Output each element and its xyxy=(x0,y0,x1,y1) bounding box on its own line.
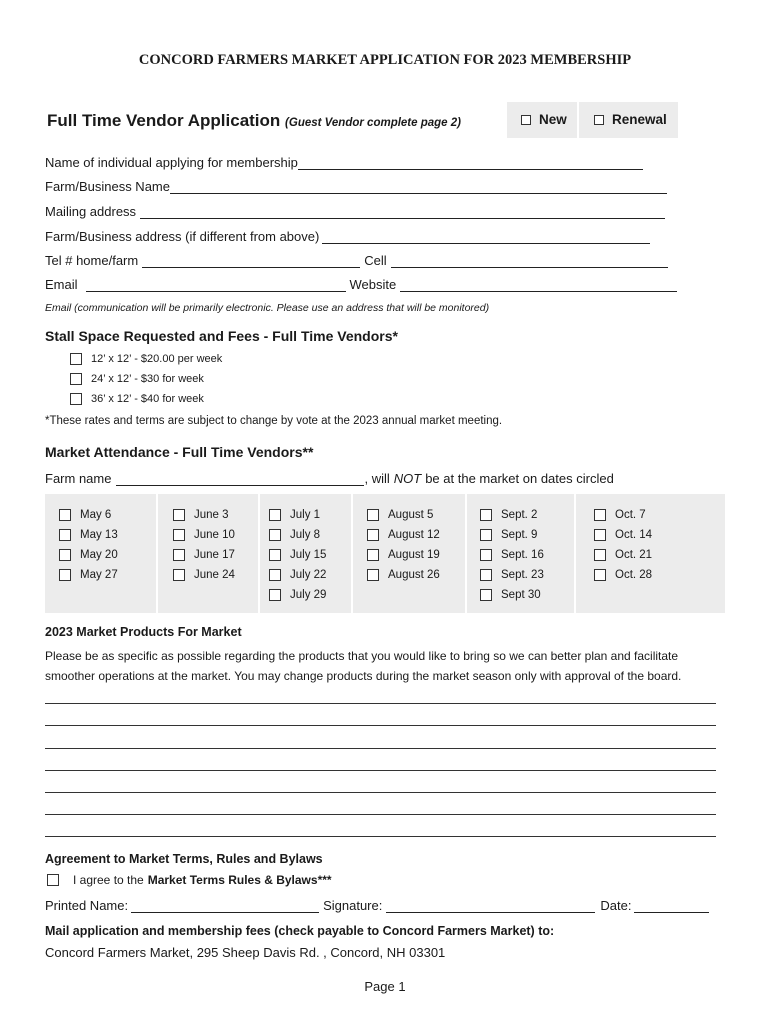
date-checkbox[interactable] xyxy=(594,529,606,541)
date-option[interactable] xyxy=(594,509,646,521)
date-option[interactable] xyxy=(594,549,652,561)
divider xyxy=(577,102,579,138)
date-label: July 1 xyxy=(290,509,321,521)
signature-field[interactable] xyxy=(386,899,595,913)
stall-label: 24’ x 12’ - $30 for week xyxy=(91,373,204,385)
date-label: June 17 xyxy=(194,549,235,561)
agree-option[interactable] xyxy=(47,873,332,887)
agree-prefix: I agree to the xyxy=(73,873,144,887)
date-option[interactable] xyxy=(594,569,652,581)
date-option[interactable] xyxy=(480,569,544,581)
date-option[interactable] xyxy=(480,589,541,601)
cell-field[interactable] xyxy=(391,254,668,268)
farm-business-label: Farm/Business Name xyxy=(45,179,170,194)
september-column xyxy=(467,494,574,613)
date-option[interactable] xyxy=(269,589,326,601)
after-label: be at the market on dates circled xyxy=(425,471,614,486)
products-line[interactable] xyxy=(45,770,716,771)
date-label: May 6 xyxy=(80,509,112,521)
stall-option-12[interactable] xyxy=(70,353,222,365)
farm-address-row xyxy=(45,229,650,244)
date-label: May 27 xyxy=(80,569,118,581)
date-checkbox[interactable] xyxy=(173,529,185,541)
date-option[interactable] xyxy=(480,549,544,561)
stall-heading: Stall Space Requested and Fees - Full Time Vendors* xyxy=(45,328,398,344)
stall-option-24[interactable] xyxy=(70,373,204,385)
application-heading-text: Full Time Vendor Application xyxy=(47,111,281,130)
date-field[interactable] xyxy=(634,899,709,913)
new-renewal-box xyxy=(507,102,678,138)
date-checkbox[interactable] xyxy=(367,509,379,521)
date-checkbox[interactable] xyxy=(480,529,492,541)
date-label: May 13 xyxy=(80,529,118,541)
date-option[interactable] xyxy=(367,549,440,561)
signature-row xyxy=(45,898,709,913)
products-line[interactable] xyxy=(45,748,716,749)
products-line[interactable] xyxy=(45,814,716,815)
name-field-row xyxy=(45,155,643,170)
date-label: August 12 xyxy=(388,529,440,541)
date-checkbox[interactable] xyxy=(59,529,71,541)
date-checkbox[interactable] xyxy=(367,529,379,541)
stall-footnote: *These rates and terms are subject to change by vote at the 2023 annual market meeting. xyxy=(45,415,503,427)
products-heading: 2023 Market Products For Market xyxy=(45,625,242,639)
date-option[interactable] xyxy=(367,569,440,581)
date-label: July 15 xyxy=(290,549,327,561)
date-checkbox[interactable] xyxy=(594,569,606,581)
mailing-row xyxy=(45,204,665,219)
tel-label: Tel # home/farm xyxy=(45,253,139,268)
date-label: July 29 xyxy=(290,589,327,601)
date-label: August 19 xyxy=(388,549,440,561)
date-option[interactable] xyxy=(594,529,652,541)
date-checkbox[interactable] xyxy=(269,589,281,601)
products-line[interactable] xyxy=(45,725,716,726)
date-label-sig: Date: xyxy=(600,898,632,913)
phone-row xyxy=(45,253,668,268)
date-option[interactable] xyxy=(59,569,118,581)
date-label: July 22 xyxy=(290,569,327,581)
date-option[interactable] xyxy=(480,509,537,521)
email-label: Email xyxy=(45,277,78,292)
agree-checkbox[interactable] xyxy=(47,874,59,886)
date-checkbox[interactable] xyxy=(480,509,492,521)
date-checkbox[interactable] xyxy=(269,549,281,561)
mailing-label: Mailing address xyxy=(45,204,137,219)
printed-name-label: Printed Name: xyxy=(45,898,129,913)
date-option[interactable] xyxy=(173,569,235,581)
date-checkbox[interactable] xyxy=(59,549,71,561)
date-option[interactable] xyxy=(269,509,320,521)
date-checkbox[interactable] xyxy=(367,569,379,581)
tel-field[interactable] xyxy=(142,254,360,268)
new-checkbox[interactable] xyxy=(521,115,531,125)
application-subheading: (Guest Vendor complete page 2) xyxy=(285,117,461,129)
email-row xyxy=(45,277,677,292)
date-checkbox[interactable] xyxy=(480,549,492,561)
date-label: Sept 30 xyxy=(501,589,541,601)
date-checkbox[interactable] xyxy=(173,549,185,561)
date-label: Sept. 2 xyxy=(501,509,538,521)
date-label: Sept. 23 xyxy=(501,569,544,581)
products-text-line-2: smoother operations at the market. You may change products during the market season only with approval of the board. xyxy=(45,669,682,683)
date-checkbox[interactable] xyxy=(269,569,281,581)
signature-label: Signature: xyxy=(323,898,383,913)
new-option[interactable] xyxy=(521,112,567,127)
not-label: NOT xyxy=(393,471,422,486)
date-label: Oct. 14 xyxy=(615,529,653,541)
date-label: July 8 xyxy=(290,529,321,541)
date-label: August 26 xyxy=(388,569,440,581)
new-label: New xyxy=(539,112,567,127)
date-checkbox[interactable] xyxy=(480,589,492,601)
printed-name-field[interactable] xyxy=(131,899,319,913)
date-checkbox[interactable] xyxy=(480,569,492,581)
date-label: Sept. 16 xyxy=(501,549,544,561)
date-option[interactable] xyxy=(59,529,118,541)
form-title: CONCORD FARMERS MARKET APPLICATION FOR 2023 MEMBERSHIP xyxy=(138,52,632,68)
will-label: , will xyxy=(364,471,390,486)
date-label: May 20 xyxy=(80,549,118,561)
date-checkbox[interactable] xyxy=(173,509,185,521)
application-heading xyxy=(47,111,461,131)
farm-address-label: Farm/Business address (if different from above) xyxy=(45,229,320,244)
date-option[interactable] xyxy=(269,529,320,541)
mail-heading: Mail application and membership fees (check payable to Concord Farmers Market) to: xyxy=(45,924,555,938)
stall-checkbox[interactable] xyxy=(70,393,82,405)
date-checkbox[interactable] xyxy=(59,569,71,581)
mailing-field[interactable] xyxy=(140,205,665,219)
june-column xyxy=(158,494,258,613)
stall-label: 12’ x 12’ - $20.00 per week xyxy=(91,353,223,365)
date-option[interactable] xyxy=(173,529,235,541)
date-option[interactable] xyxy=(480,529,537,541)
date-option[interactable] xyxy=(59,549,118,561)
email-field[interactable] xyxy=(86,278,346,292)
date-label: Oct. 21 xyxy=(615,549,653,561)
mail-address: Concord Farmers Market, 295 Sheep Davis Rd. , Concord, NH 03301 xyxy=(45,945,446,960)
date-option[interactable] xyxy=(173,509,229,521)
date-label: June 3 xyxy=(194,509,229,521)
stall-checkbox[interactable] xyxy=(70,373,82,385)
agreement-heading: Agreement to Market Terms, Rules and Bylaws xyxy=(45,852,323,866)
farm-address-field[interactable] xyxy=(322,230,650,244)
attendance-heading: Market Attendance - Full Time Vendors** xyxy=(45,444,314,460)
stall-label: 36’ x 12’ - $40 for week xyxy=(91,393,204,405)
date-option[interactable] xyxy=(59,509,111,521)
stall-option-36[interactable] xyxy=(70,393,204,405)
stall-checkbox[interactable] xyxy=(70,353,82,365)
date-option[interactable] xyxy=(367,509,433,521)
cell-label: Cell xyxy=(364,253,387,268)
farm-name-field[interactable] xyxy=(116,472,364,486)
date-checkbox[interactable] xyxy=(594,509,606,521)
renewal-label: Renewal xyxy=(612,112,667,127)
date-checkbox[interactable] xyxy=(269,509,281,521)
products-text-line-1: Please be as specific as possible regarding the products that you would like to bring so we can better plan and facilitate xyxy=(45,649,679,663)
farm-name-label: Farm name xyxy=(45,471,112,486)
date-option[interactable] xyxy=(269,549,326,561)
dates-grid xyxy=(45,494,725,613)
name-label: Name of individual applying for membership xyxy=(45,155,298,170)
renewal-checkbox[interactable] xyxy=(594,115,604,125)
date-option[interactable] xyxy=(367,529,440,541)
agree-terms: Market Terms Rules & Bylaws*** xyxy=(147,873,332,887)
website-field[interactable] xyxy=(400,278,677,292)
date-checkbox[interactable] xyxy=(173,569,185,581)
farm-business-field[interactable] xyxy=(170,180,667,194)
october-column xyxy=(576,494,725,613)
date-label: August 5 xyxy=(388,509,434,521)
products-line[interactable] xyxy=(45,703,716,704)
date-label: Oct. 7 xyxy=(615,509,646,521)
date-checkbox[interactable] xyxy=(594,549,606,561)
may-column xyxy=(45,494,156,613)
email-note: Email (communication will be primarily electronic. Please use an address that will be monitored) xyxy=(45,302,490,314)
name-field[interactable] xyxy=(298,156,643,170)
date-label: June 10 xyxy=(194,529,235,541)
products-line[interactable] xyxy=(45,792,716,793)
date-label: Sept. 9 xyxy=(501,529,538,541)
farm-name-row xyxy=(45,471,614,486)
farm-business-row xyxy=(45,179,667,194)
date-label: June 24 xyxy=(194,569,235,581)
date-checkbox[interactable] xyxy=(367,549,379,561)
renewal-option[interactable] xyxy=(594,112,667,127)
date-label: Oct. 28 xyxy=(615,569,653,581)
date-checkbox[interactable] xyxy=(269,529,281,541)
date-option[interactable] xyxy=(269,569,326,581)
date-option[interactable] xyxy=(173,549,235,561)
page-number: Page 1 xyxy=(364,979,406,994)
date-checkbox[interactable] xyxy=(59,509,71,521)
website-label: Website xyxy=(349,277,397,292)
products-line[interactable] xyxy=(45,836,716,837)
august-column xyxy=(353,494,465,613)
july-column xyxy=(260,494,351,613)
